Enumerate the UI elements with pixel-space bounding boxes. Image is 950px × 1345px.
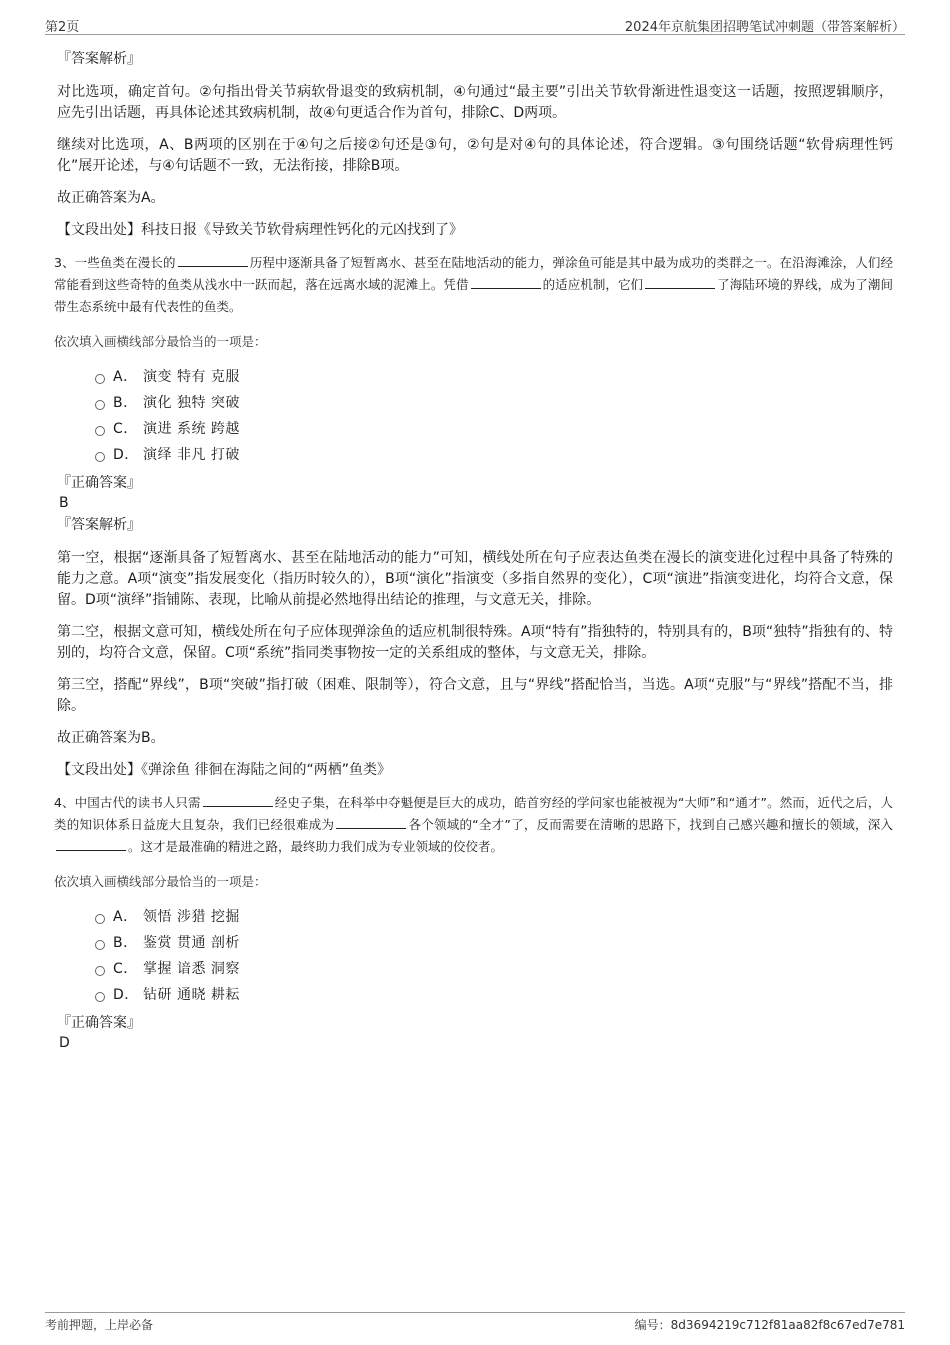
blank-1 [203,793,273,807]
radio-icon[interactable] [95,914,105,924]
document-title: 2024年京航集团招聘笔试冲刺题（带答案解析） [624,20,905,35]
q3-option-c[interactable]: C． 演进 系统 跨越 [95,416,893,442]
radio-icon[interactable] [95,966,105,976]
radio-icon[interactable] [95,940,105,950]
radio-icon[interactable] [95,452,105,462]
q3-analysis-title: 『答案解析』 [57,517,141,533]
radio-icon[interactable] [95,400,105,410]
q3-options [95,364,893,468]
q4-option-c[interactable]: C． 掌握 谙悉 洞察 [95,956,893,982]
q3-analysis-p4: 故正确答案为B。 [57,730,165,746]
q4-question-text: 4、中国古代的读书人只需 经史子集，在科举中夺魁便是巨大的成功，皓首穷经的学问家也能被视为“大师”和“通才”。然而，近代之后，人类的知识体系日益庞大且复杂，我们已经很难成为 各个领域的“全才”了，反而需要在清晰的思路下，找到自己感兴趣和擅长的领域，深入。这才是最准确的精进之路，最终助力我们成为专业领域的佼佼者。 [54,795,893,854]
page-footer [45,1312,905,1333]
q4-answer-title: 『正确答案』 [57,1015,141,1031]
document-code: 编号：8d3694219c712f81aa82f8c67ed7e781 [634,1318,905,1332]
page-number: 第2页 [45,20,80,35]
blank-2 [471,275,541,289]
blank-2 [336,815,406,829]
blank-3 [645,275,715,289]
q2-analysis-p2: 继续对比选项，A、B两项的区别在于④句之后接②句还是③句，②句是对④句的具体论述，符合逻辑。③句围绕话题“软骨病理性钙化”展开论述，与④句话题不一致，无法衔接，排除B项。 [57,137,893,174]
q2-source: 【文段出处】科技日报《导致关节软骨病理性钙化的元凶找到了》 [57,222,463,238]
q4-option-b[interactable]: B． 鉴赏 贯通 剖析 [95,930,893,956]
q4-option-a[interactable]: A． 领悟 涉猎 挖掘 [95,904,893,930]
q2-analysis-p1: 对比选项，确定首句。②句指出骨关节病软骨退变的致病机制，④句通过“最主要”引出关节软骨渐进性退变这一话题，按照逻辑顺序，应先引出话题，再具体论述其致病机制，故④句更适合作为首句，排除C、D两项。 [57,84,893,121]
q4-prompt: 依次填入画横线部分最恰当的一项是： [54,874,267,889]
q2-analysis-p3: 故正确答案为A。 [57,190,165,206]
q3-question-text: 3、一些鱼类在漫长的 历程中逐渐具备了短暂离水、甚至在陆地活动的能力，弹涂鱼可能是其中最为成功的类群之一。在沿海滩涂，人们经常能看到这些奇特的鱼类从浅水中一跃而起，落在远离水域的泥滩上。凭借 的适应机制，它们 了海陆环境的界线，成为了潮间带生态系统中最有代表性的鱼类。 [54,255,893,314]
q3-answer: B [59,495,69,511]
q4-options [95,904,893,1008]
q4-answer: D [59,1035,70,1051]
q3-analysis-p2: 第二空，根据文意可知，横线处所在句子应体现弹涂鱼的适应机制很特殊。A项“特有”指独特的，特别具有的，B项“独特”指独有的、特别的，均符合文意，保留。C项“系统”指同类事物按一定的关系组成的整体，与文意无关，排除。 [57,624,893,661]
q3-option-b[interactable]: B． 演化 独特 突破 [95,390,893,416]
blank-3 [56,837,126,851]
radio-icon[interactable] [95,374,105,384]
q3-source: 【文段出处】《弹涂鱼 徘徊在海陆之间的“两栖”鱼类》 [57,762,391,778]
footer-slogan: 考前押题，上岸必备 [45,1318,154,1332]
q3-option-d[interactable]: D． 演绎 非凡 打破 [95,442,893,468]
q3-analysis-p3: 第三空，搭配“界线”，B项“突破”指打破（困难、限制等），符合文意，且与“界线”搭配恰当，当选。A项“克服”与“界线”搭配不当，排除。 [57,677,893,714]
page-header [45,14,905,35]
q4-option-d[interactable]: D． 钻研 通晓 耕耘 [95,982,893,1008]
q3-prompt: 依次填入画横线部分最恰当的一项是： [54,334,267,349]
blank-1 [178,253,248,267]
q3-answer-title: 『正确答案』 [57,475,141,491]
q3-option-a[interactable]: A． 演变 特有 克服 [95,364,893,390]
page-content [54,45,893,1052]
radio-icon[interactable] [95,992,105,1002]
radio-icon[interactable] [95,426,105,436]
q2-analysis-title: 『答案解析』 [57,51,141,67]
q3-analysis-p1: 第一空，根据“逐渐具备了短暂离水、甚至在陆地活动的能力”可知，横线处所在句子应表达鱼类在漫长的演变进化过程中具备了特殊的能力之意。A项“演变”指发展变化（指历时较久的），B项“演化”指演变（多指自然界的变化），C项“演进”指演变进化，均符合文意，保留。D项“演绎”指铺陈、表现，比喻从前提必然地得出结论的推理，与文意无关，排除。 [57,550,893,608]
